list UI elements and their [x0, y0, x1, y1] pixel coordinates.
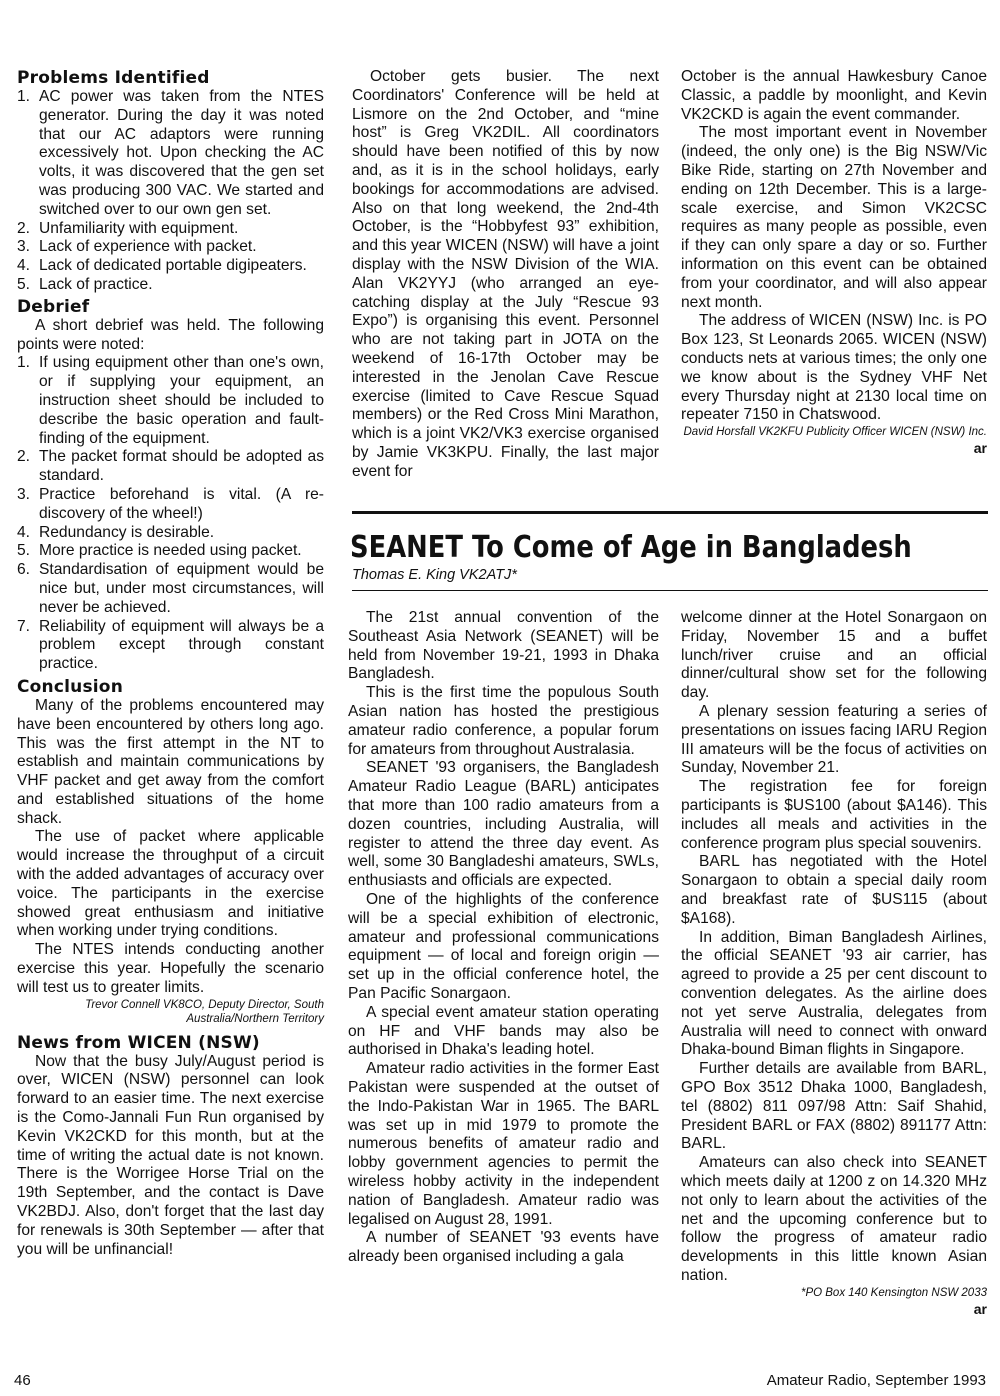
list-item: 7. Reliability of equipment will always be a problem except through constant practice.: [17, 617, 324, 673]
list-item: 4. Lack of dedicated portable digipeaters.: [17, 257, 307, 275]
wicen-october-paragraph: October gets busier. The next Coordinators' Conference will be held at Lismore on the 2nd October, and “mine host” is Greg VK2DIL. All coordinators should have been notified of this by now and, as it is in the school holidays, early bookings for accommodations are advised. Also on that long weekend, the 2nd-4th October, is the “Hobbyfest 93” exhibition, and this year WICEN (NSW) will have a joint display with the NSW Division of the WIA. Alan VK2YYJ (who arranged an eye-catching display at the July “Rescue 93 Expo”) is organising this event. Personnel who are not taking part in JOTA on the weekend of 16-17th October may be interested in the Jenolan Cave Rescue exercise (limited to Cave Rescue Squad members) or the Red Cross Mini Marathon, which is a joint VK2/VK3 exercise organised by Jamie VK3KPU. Finally, the last major event for: [352, 68, 659, 480]
list-item: 1. AC power was taken from the NTES generator. During the day it was noted that our AC adaptors were running excessively hot. Upon checking the AC volts, it was discovered that the gen set was producing 300 VAC. We started and switched over to our own gen set.: [17, 88, 324, 218]
wicen-paragraph: October is the annual Hawkesbury Canoe Classic, a paddle by moonlight, and Kevin VK2CKD is again the event commander.: [681, 68, 987, 123]
conclusion-paragraph: The use of packet where applicable would increase the throughput of a circuit with the added advantages of accuracy over voice. The participants in the exercise showed great enthusiasm and initiative when working under trying conditions.: [17, 828, 324, 940]
list-item: 4. Redundancy is desirable.: [17, 523, 215, 541]
list-item: 2. The packet format should be adopted as standard.: [17, 448, 324, 485]
seanet-paragraph: welcome dinner at the Hotel Sonargaon on Friday, November 15 and a buffet lunch/river cruise and an official dinner/cultural show set for the following day.: [681, 609, 987, 702]
conclusion-heading: Conclusion: [17, 676, 123, 697]
article-headline: SEANET To Come of Age in Bangladesh: [350, 530, 912, 565]
list-item: 1. If using equipment other than one's own, or if supplying your equipment, an instruction sheet should be included to describe the basic operation and fault-finding of the equipment.: [17, 354, 324, 447]
seanet-paragraph: Further details are available from BARL, GPO Box 3512 Dhaka 1000, Bangladesh, tel (8802) 811 097/98 Attn: Saif Shahid, President BARL or FAX (8802) 891177 Attn: BARL.: [681, 1060, 987, 1153]
publication-footer: Amateur Radio, September 1993: [766, 1372, 986, 1389]
seanet-paragraph: In addition, Biman Bangladesh Airlines, the official SEANET '93 air carrier, has agreed to provide a 25 per cent discount to convention delegates. As the airline does not yet serve Australia, delegates from Australia will need to connect with onward Dhaka-bound Biman flights in Singapore.: [681, 928, 987, 1059]
top-section-rule: [352, 511, 988, 514]
end-mark: ar: [973, 1300, 987, 1317]
seanet-paragraph: The 21st annual convention of the Southeast Asia Network (SEANET) will be held from November 19-21, 1993 in Dhaka Bangladesh.: [348, 609, 659, 683]
byline-rule: [352, 590, 988, 591]
debrief-heading: Debrief: [17, 296, 90, 317]
page-number: 46: [14, 1372, 31, 1389]
debrief-list: [17, 354, 324, 674]
problems-list: [17, 88, 324, 295]
wicen-paragraph: The most important event in November (indeed, the only one) is the Big NSW/Vic Bike Ride, starting on 27th November and ending on 12th December. This is a large-scale exercise, and Simon VK2CSC requires as many people as possible, even if they can only spare a day or so. Further information on this event can be obtained from your coordinator, and will also appear next month.: [681, 124, 987, 311]
wicen-heading: News from WICEN (NSW): [17, 1032, 260, 1053]
wicen-credit: David Horsfall VK2KFU Publicity Officer WICEN (NSW) Inc.: [683, 426, 987, 439]
list-item: 5. More practice is needed using packet.: [17, 542, 302, 560]
top-right-column: [681, 68, 987, 458]
conclusion-paragraph: Many of the problems encountered may have been encountered by others long ago. This was the first attempt in the NT to establish and maintain communications by VHF packet and get away from the comfort and established situations of the home shack.: [17, 696, 324, 827]
seanet-paragraph: A number of SEANET '93 events have already been organised including a gala: [348, 1229, 659, 1266]
seanet-paragraph: One of the highlights of the conference will be a special exhibition of electronic, amateur and professional communications equipment — of local and foreign origin — set up in the official conference hotel, the Pan Pacific Sonargaon.: [348, 890, 659, 1002]
end-mark: ar: [973, 440, 987, 457]
conclusion-credit: Trevor Connell VK8CO, Deputy Director, South Australia/Northern Territory: [85, 998, 324, 1025]
list-item: 6. Standardisation of equipment would be nice but, under most circumstances, will never be achieved.: [17, 561, 324, 616]
seanet-paragraph: The registration fee for foreign participants is $US100 (about $A146). This includes all meals and activities in the conference program plus special souvenirs.: [681, 778, 987, 852]
left-column: [17, 68, 324, 1259]
list-item: 5. Lack of practice.: [17, 275, 153, 293]
list-item: 3. Lack of experience with packet.: [17, 238, 257, 256]
top-middle-column: [352, 68, 659, 482]
debrief-intro: A short debrief was held. The following points were noted:: [17, 316, 324, 353]
seanet-paragraph: Amateurs can also check into SEANET which meets daily at 1200 z on 14.320 MHz not only to learn about the activities of the net and the upcoming conference but to follow the progress of amateur radio developments in this little known Asian nation.: [681, 1154, 987, 1284]
conclusion-paragraph: The NTES intends conducting another exercise this year. Hopefully the scenario will test us to greater limits.: [17, 941, 324, 996]
seanet-paragraph: A plenary session featuring a series of presentations on issues facing IARU Region III amateurs will be the focus of activities on Sunday, November 21.: [681, 702, 987, 777]
seanet-paragraph: Amateur radio activities in the former East Pakistan were suspended at the outset of the Indo-Pakistan War in 1965. The BARL was set up in mid 1979 to promote the numerous benefits of amateur radio and lobby government agencies to permit the wireless hobby activity in the independent nation of Bangladesh. Amateur radio was legalised on August 28, 1991.: [348, 1060, 659, 1228]
list-item: 3. Practice beforehand is vital. (A re-discovery of the wheel!): [17, 485, 324, 522]
seanet-middle-column: [348, 609, 659, 1267]
seanet-paragraph: This is the first time the populous South Asian nation has hosted the prestigious amateur radio conference, a popular forum for amateurs from throughout Australasia.: [348, 684, 659, 758]
seanet-paragraph: SEANET '93 organisers, the Bangladesh Amateur Radio League (BARL) anticipates that more than 100 radio amateurs from a dozen countries, including Australia, will register to attend the three day event. As well, some 30 Bangladeshi amateurs, SWLs, enthusiasts and officials are expected.: [348, 759, 659, 890]
seanet-footnote: *PO Box 140 Kensington NSW 2033: [800, 1286, 987, 1299]
seanet-right-column: [681, 609, 987, 1318]
article-byline: Thomas E. King VK2ATJ*: [352, 567, 517, 583]
wicen-paragraph: Now that the busy July/August period is over, WICEN (NSW) personnel can look forward to an easier time. The next exercise is the Como-Jannali Fun Run organised by Kevin VK2CKD for this month, but at the time of writing the actual date is not known. There is the Worrigee Horse Trial on the 19th September, and the contact is Dave VK2BDJ. Also, don't forget that the last day for renewals is 30th September — after that you will be unfinancial!: [17, 1052, 324, 1258]
seanet-paragraph: A special event amateur station operating on HF and VHF bands may also be authorised in Dhaka's leading hotel.: [348, 1003, 659, 1059]
list-item: 2. Unfamiliarity with equipment.: [17, 219, 239, 237]
wicen-paragraph: The address of WICEN (NSW) Inc. is PO Box 123, St Leonards 2065. WICEN (NSW) conducts nets at various times; the only one we know about is the Sydney VHF Net every Thursday night at 2130 local time on repeater 7150 in Chatswood.: [681, 312, 987, 424]
problems-heading: Problems Identified: [17, 68, 210, 88]
seanet-paragraph: BARL has negotiated with the Hotel Sonargaon to obtain a special daily room and breakfast rate of $US115 (about $A168).: [681, 853, 987, 927]
